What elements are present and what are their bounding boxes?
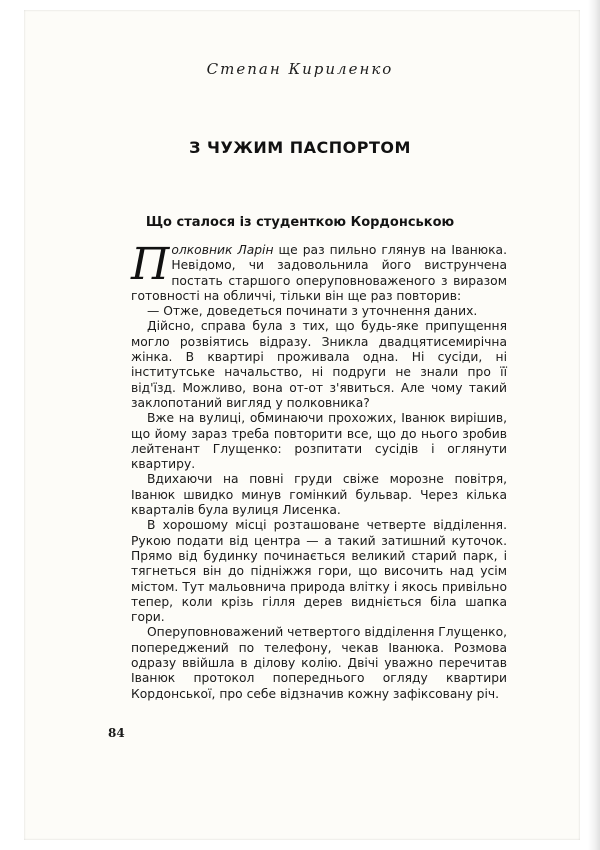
story-title: З ЧУЖИМ ПАСПОРТОМ [189,138,411,157]
paragraph-2: — Отже, доведеться починати з уточнення даних. [147,304,478,319]
paragraph-3: Дійсно, справа була з тих, що будь-яке припущення могло розвіятись відразу. Зникла двадцятисемирічна жінка. В квартирі проживала одна. Ні сусіди, ні інститутське начальство, ні подруги не знали про її від'їзд. Можливо, вона от-от з'явиться. Але чому такий заклопотаний вигляд у полковника? [131,319,507,410]
body-text [131,239,507,702]
author-name: Степан Кириленко [206,60,394,78]
paragraph-1 [131,239,507,304]
drop-cap: П [131,239,170,290]
paragraph-5: Вдихаючи на повні груди свіже морозне повітря, Іванюк швидко минув гомінкий бульвар. Через кілька кварталів була вулиця Лисенка. [131,472,507,518]
binding-edge [588,0,600,850]
paragraph-7: Оперуповноважений четвертого відділення Глущенко, попереджений по телефону, чекав Іванюка. Розмова одразу ввійшла в ділову колію. Двічі уважно перечитав Іванюк протокол попереднього огляду квартири Кордонської, про себе відзначив кожну зафіксовану річ. [131,625,507,701]
paragraph-6: В хорошому місці розташоване четверте відділення. Рукою подати від центра — а такий затишний куточок. Прямо від будинку починається великий старий парк, і тягнеться він до підніжжя гори, що височить над усім містом. Тут мальовнича природа влітку і якось привільно тепер, коли крізь гілля дерев видніється біла шапка гори. [131,518,507,625]
chapter-title: Що сталося із студенткою Кордонською [145,215,455,230]
paragraph-1-italic-lead: олковник Ларін [171,243,274,257]
paragraph-4: Вже на вулиці, обминаючи прохожих, Іванюк вирішив, що йому зараз треба повторити все, що до нього зробив лейтенант Глущенко: розпитати сусідів і оглянути квартиру. [131,411,507,472]
page-number: 84 [108,726,125,740]
paragraph-1-text: ще раз пильно глянув на Іванюка. Невідомо, чи задовольнила його виструнчена постать старшого оперуповноваженого з виразом готовності на обличчі, тільки він ще раз повторив: [131,243,507,303]
